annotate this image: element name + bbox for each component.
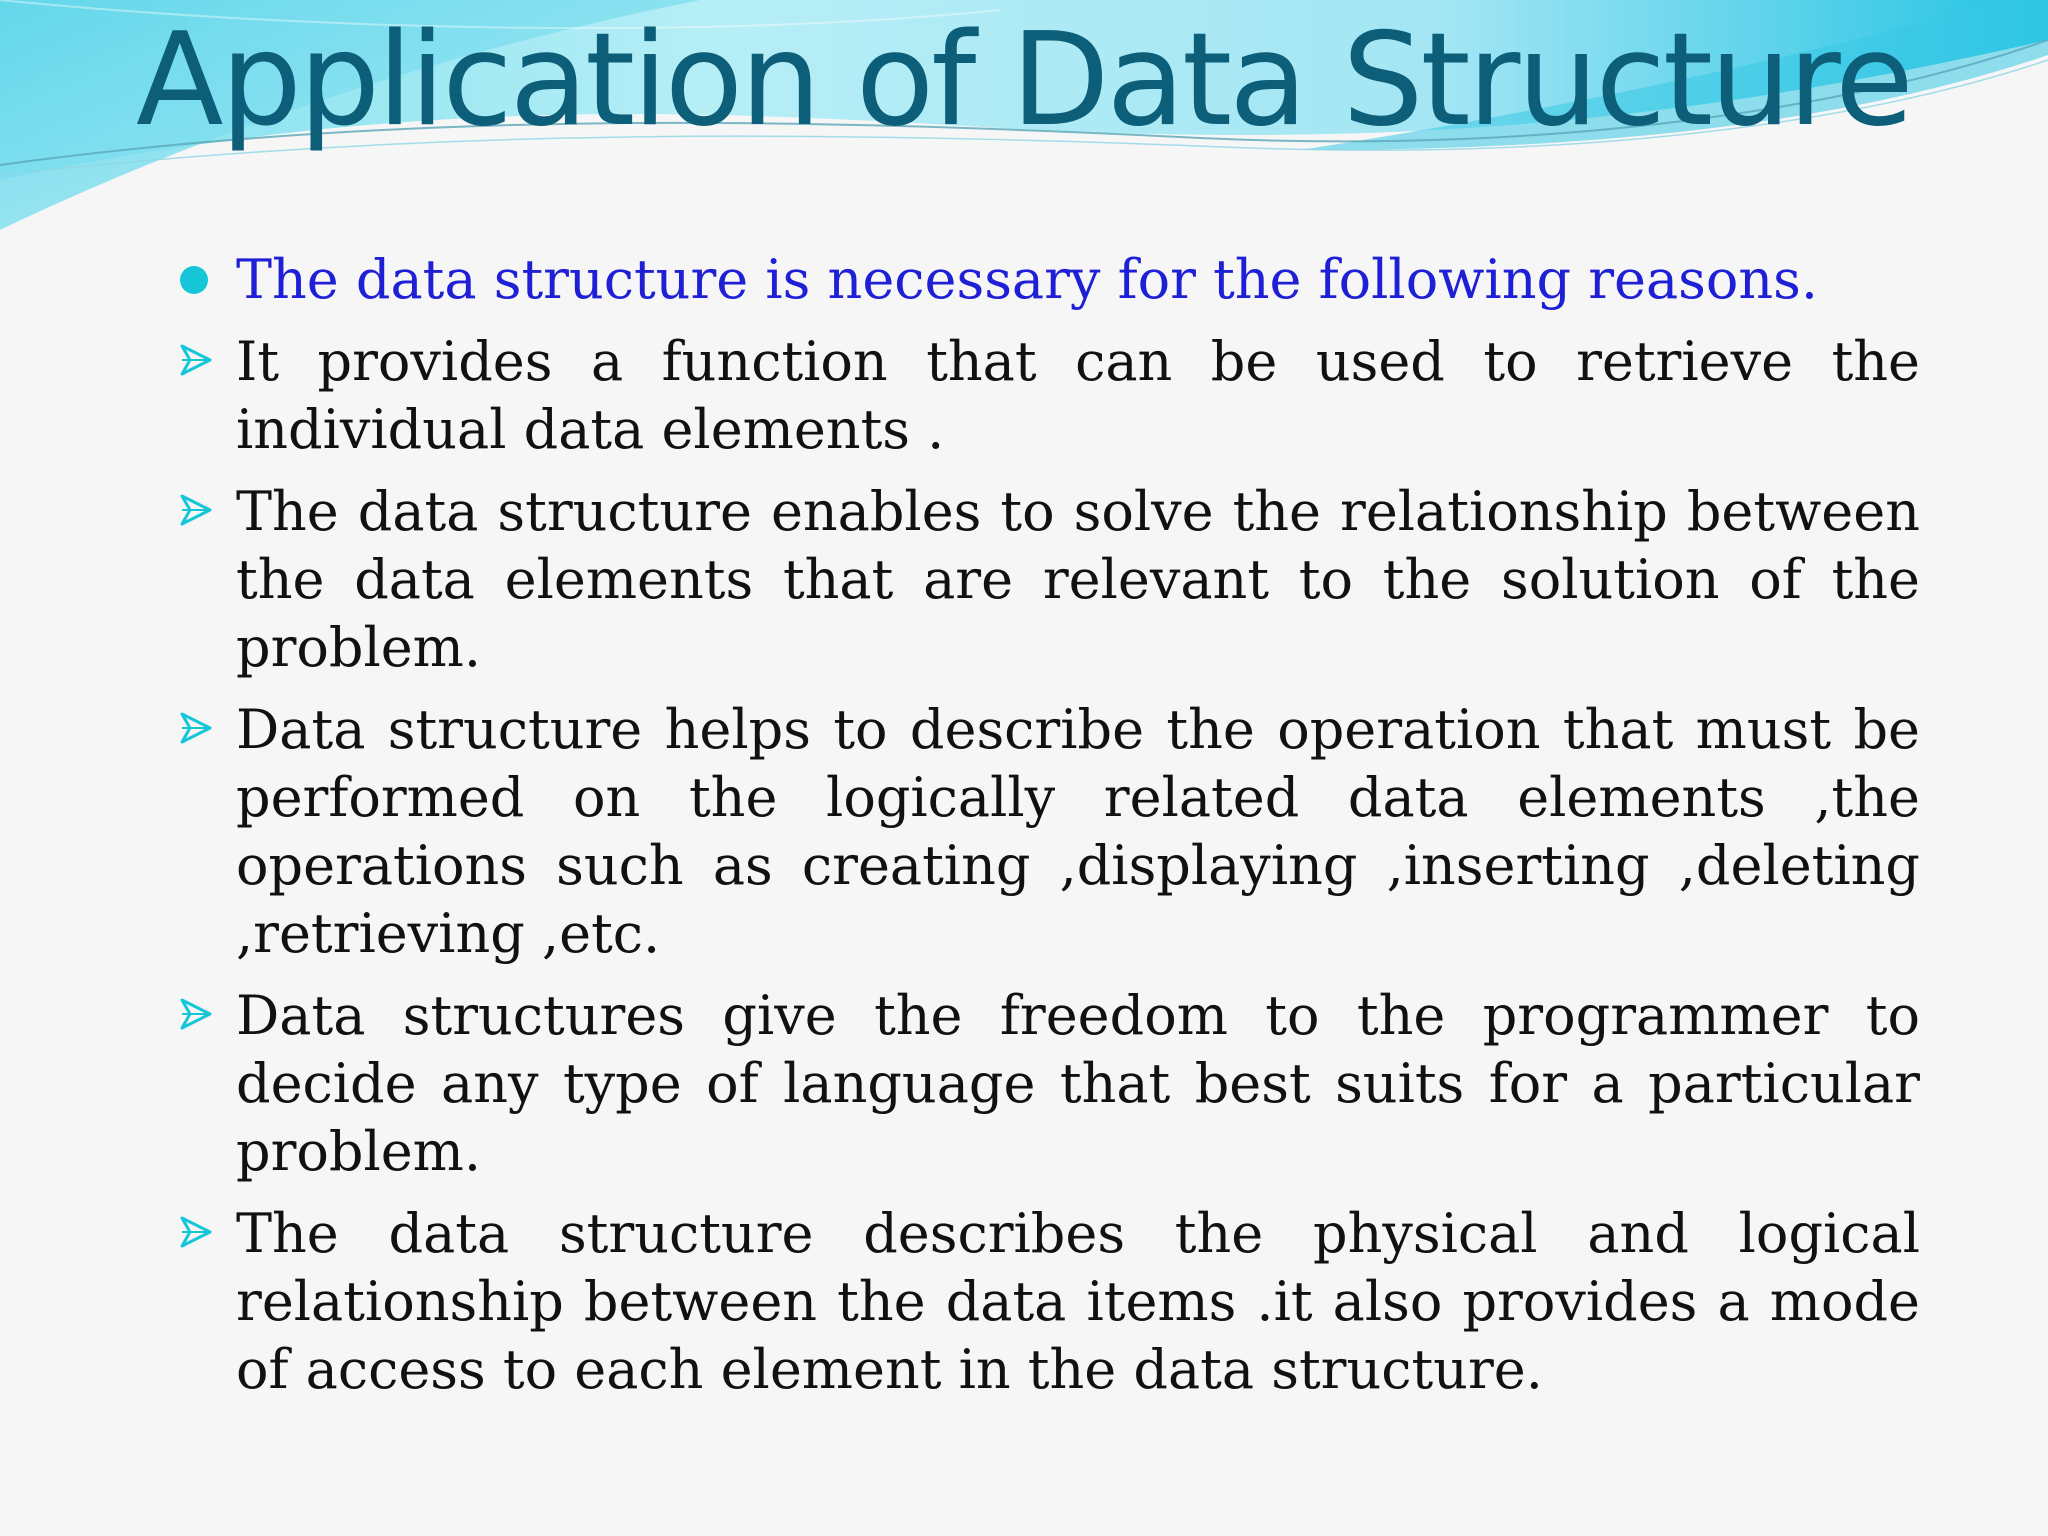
list-item [176,328,1920,464]
list-item [176,696,1920,968]
list-item-text: It provides a function that can be used to retrieve the individual data elements . [236,330,1920,461]
arrow-icon [178,1214,214,1250]
arrow-icon [178,342,214,378]
arrow-icon [178,710,214,746]
list-item [176,478,1920,682]
list-item-text: The data structure describes the physical and logical relationship between the data items .it also provides a mode of access to each element in the data structure. [236,1202,1920,1401]
list-item-text: The data structure enables to solve the relationship between the data elements that are relevant to the solution of the problem. [236,480,1920,679]
slide-title: Application of Data Structure [136,6,1911,155]
list-item-text: Data structure helps to describe the operation that must be performed on the logically related data elements ,the operations such as creating ,displaying ,inserting ,deleting ,retrieving ,etc. [236,698,1920,965]
bullet-list [176,246,1920,1418]
list-item [176,982,1920,1186]
arrow-icon [178,996,214,1032]
arrow-icon [178,492,214,528]
list-item [176,1200,1920,1404]
intro-text: The data structure is necessary for the following reasons. [236,248,1819,311]
intro-item [176,246,1920,314]
dot-icon [180,266,208,294]
list-item-text: Data structures give the freedom to the programmer to decide any type of language that best suits for a particular problem. [236,984,1920,1183]
